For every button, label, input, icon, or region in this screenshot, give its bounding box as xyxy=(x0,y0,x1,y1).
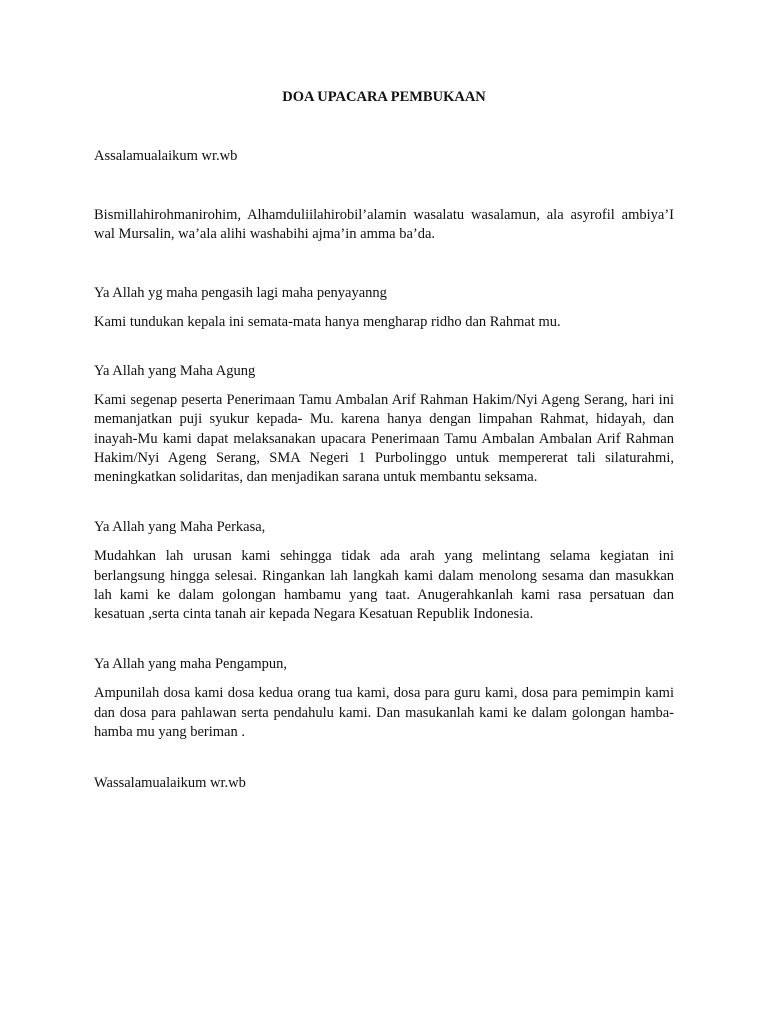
section-heading: Ya Allah yang Maha Agung xyxy=(94,363,256,380)
section-body: Mudahkan lah urusan kami sehingga tidak ada arah yang melintang selama kegiatan ini berlangsung hingga selesai. Ringankan lah langkah kami dalam menolong sesama dan masukkan lah kami ke dalam golongan hambamu yang taat. Anugerahkanlah kami rasa persatuan dan kesatuan ,serta cinta tanah air kepada Negara Kesatuan Republik Indonesia. xyxy=(94,548,674,623)
section-body: Kami tundukan kepala ini semata-mata hanya mengharap ridho dan Rahmat mu. xyxy=(94,313,561,330)
section-body: Ampunilah dosa kami dosa kedua orang tua kami, dosa para guru kami, dosa para pemimpin kami dan dosa para pahlawan serta pendahulu kami. Dan masukanlah kami ke dalam golongan hamba-hamba mu yang beriman . xyxy=(94,685,674,740)
closing-greeting: Wassalamualaikum wr.wb xyxy=(94,775,246,792)
document-content xyxy=(94,88,674,793)
greeting: Assalamualaikum wr.wb xyxy=(94,148,238,164)
section-heading: Ya Allah yang maha Pengampun, xyxy=(94,656,288,673)
document-title: DOA UPACARA PEMBUKAAN xyxy=(282,89,486,105)
section-body: Kami segenap peserta Penerimaan Tamu Ambalan Arif Rahman Hakim/Nyi Ageng Serang, hari ini memanjatkan puji syukur kepada- Mu. karena hanya dengan limpahan Rahmat, hidayah, dan inayah-Mu kami dapat melaksanakan upacara Penerimaan Tamu Ambalan Ambalan Arif Rahman Hakim/Nyi Ageng Serang, SMA Negeri 1 Purbolinggo untuk mempererat tali silaturahmi, meningkatkan solidaritas, dan menjadikan sarana untuk membantu seksama. xyxy=(94,392,674,486)
opening-paragraph: Bismillahirohmanirohim, Alhamduliilahirobil’alamin wasalatu wasalamun, ala asyrofil ambiya’I wal Mursalin, wa’ala alihi washabihi ajma’in amma ba’da. xyxy=(94,207,674,243)
section-heading: Ya Allah yang Maha Perkasa, xyxy=(94,519,266,536)
section-heading: Ya Allah yg maha pengasih lagi maha penyayanng xyxy=(94,284,387,301)
